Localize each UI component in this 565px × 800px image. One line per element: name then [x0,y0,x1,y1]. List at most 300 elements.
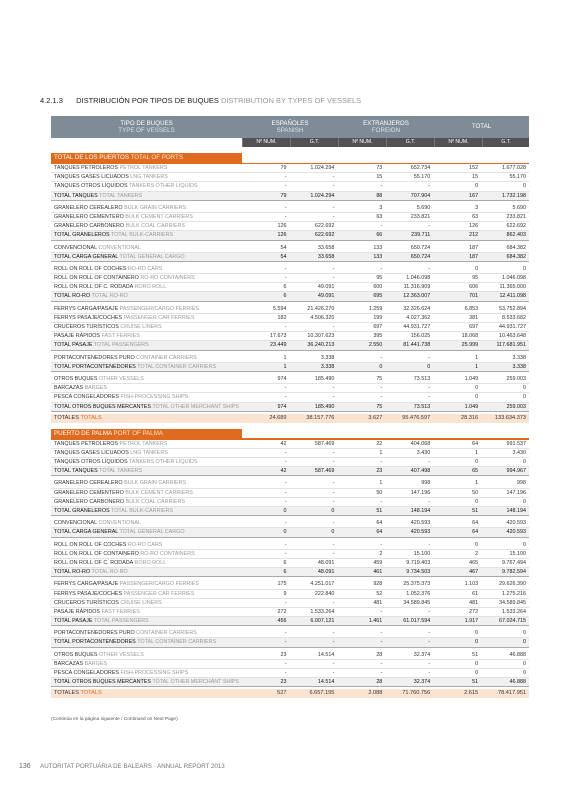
total-gt-cell: 46.888 [509,679,527,686]
foreign-gt-cell: - [428,183,431,190]
total-gt-cell: 55.170 [509,174,527,181]
row-label-es: CRUCEROS TURÍSTICOS [54,599,119,606]
foreign-gt-cell: - [428,660,431,667]
row-label [51,222,242,230]
spanish-num-cell: 6 [283,559,287,566]
spanish-num-cell: 126 [277,232,287,239]
foreign-num-cell: 22 [376,440,383,447]
total-num-cell: 0 [475,183,479,190]
row-label [51,638,242,646]
row-label-en: OTHER VESSELS [98,651,144,658]
row-label-en: PASSENGER CAR FERRIES [123,590,195,597]
section-title-en: TOTAL OF PORTS [130,154,183,161]
table-row [51,580,529,589]
spanish-num-cell: 9 [283,590,287,597]
row-label-en: TANKERS OTHER LIQUIDS [129,183,198,190]
row-label-en: TOTAL GENERAL CARGO [119,529,185,536]
total-gt-cell: 420.593 [506,520,527,527]
foreign-num-cell: 23 [376,468,383,475]
spanish-num-cell: 6 [283,293,287,300]
foreign-num-cell: 15 [376,174,383,181]
table-row [51,204,529,213]
row-label-es: TOTAL PASAJE [54,618,93,625]
table-row [51,384,529,393]
spanish-num-cell: 1 [283,363,287,370]
foreign-num-cell: 481 [373,599,383,606]
total-gt-cell: 684.382 [506,244,527,251]
spanish-num-cell: - [284,541,287,548]
foreign-gt-cell: - [428,385,431,392]
spanish-gt-cell: 1.024.294 [310,165,335,171]
row-label [51,660,242,668]
foreign-num-cell: 28 [376,651,383,658]
table-header [51,116,529,138]
total-num-cell: 381 [469,314,479,321]
row-label-es: FERRYS PASAJE/COCHES [54,590,123,597]
total-gt-cell: 0 [523,394,527,401]
spanish-gt-cell: 48.091 [317,569,335,576]
grand-total-row [51,414,529,423]
spanish-gt-cell: - [332,385,335,392]
spanish-gt-cell: 587.469 [314,468,335,475]
foreign-num-cell: 459 [373,559,383,566]
foreign-num-cell: - [380,630,383,637]
row-label-en: FAST FERRIES [101,608,140,615]
total-gt-cell: 34.589.845 [499,599,527,606]
total-gt-cell: 0 [523,670,527,676]
spanish-num-cell: 54 [280,244,287,251]
table-row [51,629,529,638]
spanish-num-cell: 79 [280,165,287,171]
row-label-es: TANQUES PETROLEROS [54,165,118,171]
row-label-en: CRUISE LINERS [120,599,162,606]
subtotal-row [51,678,529,687]
spanish-num-cell: - [284,630,287,637]
row-label [51,323,242,331]
total-num-cell: 1.049 [464,403,479,410]
spanish-num-cell: - [284,670,287,676]
foreign-gt-cell: - [428,541,431,548]
table-row [51,440,529,449]
total-num-cell: 0 [475,385,479,392]
foreign-num-cell: 928 [373,581,383,588]
foreign-num-cell: 1 [379,449,383,456]
row-label-en: BULK CEMENT CARRIERS [125,489,193,496]
total-gt-cell: 233.821 [506,213,527,220]
spanish-num-cell: 6 [283,569,287,576]
row-label [51,458,242,466]
row-label-es: TOTAL OTROS BUQUES MERCANTES [54,403,151,410]
spanish-gt-cell: 38.157.776 [306,414,335,421]
total-num-cell: 0 [475,630,479,637]
table-row [51,599,529,608]
table-row [51,559,529,568]
row-label-en: BULK GRAIN CARRIERS [124,204,187,211]
section-title [51,429,242,439]
row-label-en: TOTAL CONTAINER CARRIERS [137,363,217,370]
subtotal-row [51,467,529,476]
row-label-en: BULK COAL CARRIERS [125,498,186,505]
page-number: 136 [19,763,31,770]
row-label-es: TOTALES [54,414,79,421]
row-label [51,274,242,282]
table-row [51,550,529,559]
total-num-cell: 51 [472,508,479,514]
table-row [51,669,529,678]
foreign-num-cell: - [380,459,383,466]
row-label-es: BARCAZAS [54,660,84,667]
heading-number: 4.2.1.3 [40,96,63,105]
foreign-gt-cell: - [428,630,431,637]
row-label-es: TOTAL PASAJE [54,342,93,349]
total-gt-cell: 1.533.264 [502,608,527,615]
spanish-num-cell: - [284,480,287,487]
row-label-en: BULK CEMENT CARRIERS [125,213,193,220]
total-num-cell: 465 [469,559,479,566]
total-gt-cell: 0 [523,459,527,466]
spanish-gt-cell: - [332,183,335,190]
row-label-en: RO-RO CARS [127,541,163,548]
total-num-cell: 64 [472,529,479,536]
total-gt-cell: 8.533.682 [502,314,527,321]
foreign-gt-cell: 707.904 [410,192,431,199]
total-gt-cell: 0 [523,541,527,548]
row-label [51,580,242,588]
row-label-en: PETROL TANKERS [119,165,168,171]
section-title [51,153,242,163]
table-row [51,283,529,292]
foreign-num-cell: 1 [379,480,383,487]
spanish-gt-cell: - [332,599,335,606]
row-label-en: PETROL TANKERS [119,440,168,447]
spanish-gt-cell: 1.024.294 [310,192,335,199]
spanish-num-cell: - [284,520,287,527]
spanish-gt-cell: 4.506.320 [310,314,335,321]
row-label [51,669,242,677]
row-label [51,393,242,401]
table-row [51,314,529,323]
spanish-num-cell: - [284,459,287,466]
total-gt-cell: 3.338 [512,354,527,361]
row-label-es: PASAJE RÁPIDOS [54,333,101,340]
row-label-en: RORO ROLL [134,559,167,566]
row-label [51,440,242,448]
foreign-gt-cell: 1.052.376 [406,590,431,597]
total-num-cell: 0 [475,660,479,667]
spanish-gt-cell: 33.658 [317,244,335,251]
row-label-en: BULK COAL CARRIERS [125,223,186,230]
total-num-cell: 51 [472,679,479,686]
row-label-es: FERRYS PASAJE/COCHES [54,314,123,321]
foreign-num-cell: - [380,498,383,505]
total-gt-cell: 46.888 [509,651,527,658]
foreign-num-cell: 3 [379,204,383,211]
foreign-num-cell: 695 [373,293,383,300]
foreign-gt-cell: - [428,498,431,505]
foreign-num-cell: - [380,670,383,676]
foreign-num-cell: 75 [376,403,383,410]
foreign-gt-cell: - [428,639,431,646]
row-label-es: TANQUES GASES LICUADOS [54,174,129,181]
row-label-es: ROLL ON ROLL OF C. RODADA [54,284,133,291]
row-label-en: TOTAL OTHER MERCHANT SHIPS [152,403,240,410]
table-row [51,660,529,669]
spanish-gt-cell: - [332,498,335,505]
foreign-gt-cell: 73.513 [413,375,431,382]
spanish-gt-cell: 0 [331,508,335,514]
total-gt-cell: 10.463.648 [499,333,527,340]
total-gt-cell: 0 [523,639,527,646]
row-label-es: GRANELERO CEMENTERO [54,213,124,220]
row-label-es: FERRYS CARGA/PASAJE [54,305,119,312]
total-num-cell: 187 [469,244,479,251]
foreign-num-cell: - [380,385,383,392]
spanish-num-cell: - [284,275,287,282]
heading-title-es: DISTRIBUCIÓN POR TIPOS DE BUQUES [76,96,219,105]
foreign-num-cell: - [380,639,383,646]
spanish-num-cell: 0 [283,529,287,536]
row-label [51,678,242,686]
spanish-gt-cell: 3.338 [320,354,335,361]
foreign-gt-cell: - [428,608,431,615]
foreign-num-cell: 50 [376,489,383,496]
spanish-num-cell: - [284,660,287,667]
total-num-cell: 126 [469,223,479,230]
subheader-num: Nº NUM. [338,138,386,147]
total-num-cell: 701 [469,293,479,300]
row-label-en: RORO ROLL [134,284,167,291]
total-gt-cell: 44.931.727 [499,324,527,330]
spanish-num-cell: 974 [277,375,287,382]
row-label-es: BARCAZAS [54,385,84,392]
spanish-num-cell: 5.594 [273,305,287,312]
total-gt-cell: 29.626.390 [499,581,527,588]
spanish-num-cell: 0 [283,508,287,514]
section-title-es: TOTAL DE LOS PUERTOS [54,154,129,161]
foreign-gt-cell: 25.375.373 [403,581,431,588]
total-gt-cell: 9.782.594 [502,569,527,576]
total-gt-cell: 0 [523,630,527,637]
total-num-cell: 63 [472,213,479,220]
subheader-num: Nº NUM. [434,138,482,147]
total-num-cell: 0 [475,265,479,272]
foreign-gt-cell: 652.734 [410,165,431,171]
table-row [51,375,529,384]
total-num-cell: 15 [472,174,479,181]
table-row [51,305,529,314]
total-num-cell: 1 [475,449,479,456]
row-label-en: PASSENGER/CARGO FERRIES [119,305,199,312]
row-label [51,528,242,536]
total-gt-cell: 862.403 [506,232,527,239]
row-label-en: TOTAL BULK-CARRIERS [111,232,173,239]
foreign-gt-cell: 650.724 [410,253,431,260]
subtotal-row [51,192,529,201]
spanish-num-cell: 182 [277,314,287,321]
row-label [51,629,242,637]
row-label-en: TOTAL PASSENGERS [93,618,149,625]
total-gt-cell: 0 [523,660,527,667]
spanish-gt-cell: - [332,520,335,527]
spanish-num-cell: - [284,174,287,181]
spanish-gt-cell: 4.251.017 [310,581,335,588]
total-gt-cell: 148.194 [506,508,527,514]
spanish-num-cell: - [284,385,287,392]
total-num-cell: 51 [472,651,479,658]
row-label [51,375,242,383]
foreign-num-cell: 73 [376,165,383,171]
row-label [51,204,242,212]
row-label-es: PESCA CONGELADORES [54,670,120,676]
spanish-num-cell: 17.673 [270,333,287,340]
table-row [51,274,529,283]
total-num-cell: 3 [475,204,479,211]
spanish-num-cell: - [284,550,287,557]
row-label [51,651,242,659]
total-gt-cell: 991.537 [506,440,527,447]
total-num-cell: 61 [472,590,479,597]
subtotal-row [51,292,529,301]
row-label [51,305,242,313]
subheader-gt: G.T. [290,138,338,147]
total-gt-cell: 117.681.951 [496,342,527,349]
foreign-num-cell: 395 [373,333,383,340]
row-label [51,363,242,371]
spanish-gt-cell: - [332,630,335,637]
spanish-num-cell: 42 [280,468,287,475]
row-label-en: BARGES [84,660,108,667]
spanish-gt-cell: - [332,480,335,487]
row-label-en: FISH-PROCESSING SHIPS [120,394,189,401]
spanish-num-cell: 126 [277,223,287,230]
foreign-gt-cell: 239.711 [411,232,431,239]
row-label-es: TOTAL CARGA GENERAL [54,529,119,536]
spanish-num-cell: - [284,183,287,190]
foreign-num-cell: 133 [373,244,383,251]
section-title-en: PORT OF PALMA [113,429,164,437]
spanish-num-cell: 79 [280,192,287,199]
foreign-num-cell: 2.088 [368,690,383,697]
total-gt-cell: 5.690 [512,204,527,211]
total-num-cell: 1.917 [464,618,479,625]
subtotal-row [51,363,529,372]
row-label [51,231,242,239]
table-row [51,651,529,660]
foreign-num-cell: 199 [373,314,383,321]
row-label [51,192,242,200]
foreign-gt-cell: 1.046.098 [406,275,431,282]
total-num-cell: 18.068 [461,333,479,340]
table-row [51,265,529,274]
row-label [51,314,242,322]
spanish-gt-cell: - [332,660,335,667]
foreign-gt-cell: 32.374 [413,651,431,658]
row-label-en: TOTAL TANKERS [99,192,143,199]
foreign-num-cell: - [380,354,383,361]
row-label-es: TANQUES OTROS LÍQUIDOS [54,183,128,190]
header-foreign: EXTRANJEROS FOREIGN [363,119,409,134]
foreign-num-cell: 63 [376,213,383,220]
row-label-es: TOTAL PORTACONTENEDORES [54,363,136,370]
table-row [51,222,529,231]
total-gt-cell: 259.003 [506,403,527,410]
table-row [51,182,529,191]
total-gt-cell: 0 [523,183,527,190]
spanish-gt-cell: 49.091 [317,284,335,291]
foreign-gt-cell: - [428,265,431,272]
row-label [51,182,242,190]
foreign-gt-cell: 9.734.503 [406,569,431,576]
foreign-num-cell: 2 [379,550,383,557]
row-label-es: PORTACONTENEDORES PURO [54,630,135,637]
spanish-gt-cell: - [332,394,335,401]
foreign-num-cell: 1.259 [368,305,383,312]
spanish-num-cell: - [284,498,287,505]
total-num-cell: 1 [475,480,479,487]
foreign-num-cell: 64 [376,520,383,527]
foreign-num-cell: - [380,223,383,230]
row-label [51,292,242,300]
row-label-en: OTHER VESSELS [98,375,144,382]
section-title-es: PUERTO DE PALMA [54,429,112,437]
foreign-gt-cell: 11.316.909 [403,284,431,291]
foreign-gt-cell: - [428,459,431,466]
row-label-en: CONTAINER CARRIERS [136,354,197,361]
spanish-gt-cell: 222.840 [314,590,335,597]
row-label [51,283,242,291]
spanish-num-cell: 23 [280,651,287,658]
subtotal-row [51,528,529,537]
foreign-num-cell: 95 [376,275,383,282]
foreign-gt-cell: 148.194 [410,508,431,514]
row-label-en: TOTAL OTHER MERCHANT SHIPS [152,679,240,686]
subtotal-row [51,341,529,350]
foreign-gt-cell: - [428,394,431,401]
spanish-gt-cell: - [332,204,335,211]
spanish-num-cell: - [284,394,287,401]
foreign-gt-cell: 12.363.007 [403,293,431,300]
row-label-en: TOTAL BULK-CARRIERS [111,508,173,514]
row-label [51,384,242,392]
row-label-es: GRANELERO CARBONERO [54,498,125,505]
total-num-cell: 0 [475,394,479,401]
total-num-cell: 187 [469,253,479,260]
spanish-num-cell: 6 [283,284,287,291]
row-label-es: PASAJE RÁPIDOS [54,608,101,615]
row-label [51,403,242,411]
spanish-gt-cell: 6.657.195 [309,690,335,697]
total-num-cell: 65 [472,468,479,475]
total-gt-cell: 259.003 [506,375,527,382]
row-label [51,341,242,349]
row-label-en: TOTAL RO-RO [91,293,128,300]
foreign-num-cell: - [380,541,383,548]
total-num-cell: 1.049 [464,375,479,382]
row-label-en: RO-RO CONTAINERS [140,550,195,557]
row-label-es: TOTAL CARGA GENERAL [54,253,119,260]
row-label [51,265,242,273]
row-label-es: TANQUES GASES LICUADOS [54,449,129,456]
total-num-cell: 6.853 [464,305,479,312]
row-label-en: CONTAINER CARRIERS [136,630,197,637]
foreign-num-cell: 697 [373,324,383,330]
row-label-en: CONVENTIONAL [98,244,141,251]
row-label [51,449,242,457]
row-label-en: TOTAL TANKERS [99,468,143,475]
total-num-cell: 64 [472,440,479,447]
spanish-gt-cell: - [332,550,335,557]
total-gt-cell: 67.024.715 [499,618,527,625]
